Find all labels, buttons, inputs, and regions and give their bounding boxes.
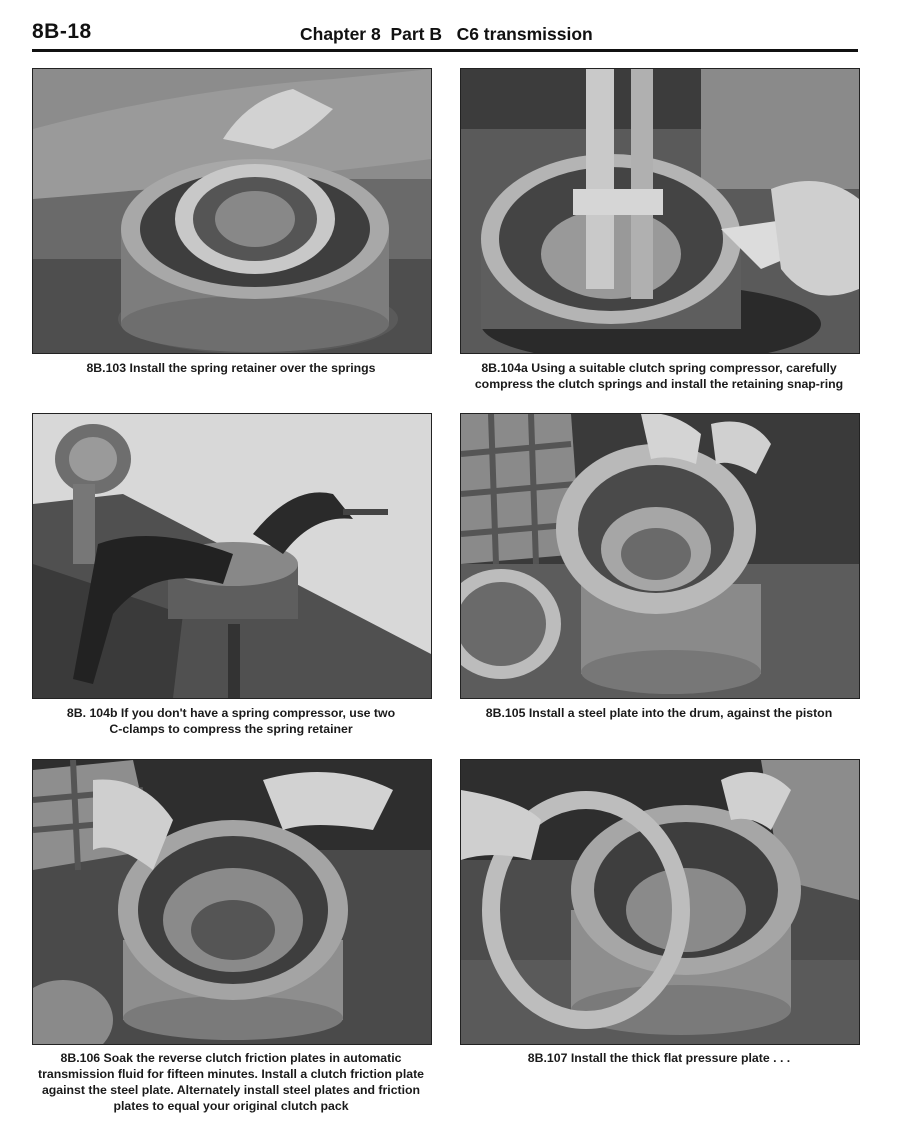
caption-8b103: 8B.103 Install the spring retainer over the springs bbox=[86, 361, 376, 375]
photo-8b104a bbox=[460, 68, 860, 354]
page-number: 8B-18 bbox=[32, 20, 92, 43]
photo-8b107 bbox=[460, 759, 860, 1045]
photo-8b105 bbox=[460, 413, 860, 699]
caption-8b104b: 8B. 104b If you don't have a spring compressor, use two C-clamps to compress the spring retainer bbox=[66, 706, 396, 736]
caption-8b105: 8B.105 Install a steel plate into the drum, against the piston bbox=[485, 706, 833, 720]
caption-8b107: 8B.107 Install the thick flat pressure plate . . . bbox=[527, 1051, 791, 1065]
page-header bbox=[32, 0, 858, 54]
caption-8b104a: 8B.104a Using a suitable clutch spring compressor, carefully compress the clutch springs and install the retaining snap-ring bbox=[474, 361, 844, 391]
header-rule bbox=[32, 49, 858, 52]
photo-8b104b bbox=[32, 413, 432, 699]
caption-8b106: 8B.106 Soak the reverse clutch friction plates in automatic transmission fluid for fifteen minutes. Install a clutch friction plate against the steel plate. Alternately install steel plates and friction plates to equal your original clutch pack bbox=[37, 1051, 425, 1113]
photo-8b106 bbox=[32, 759, 432, 1045]
running-head: Chapter 8 Part B C6 transmission bbox=[300, 24, 593, 44]
photo-8b103 bbox=[32, 68, 432, 354]
